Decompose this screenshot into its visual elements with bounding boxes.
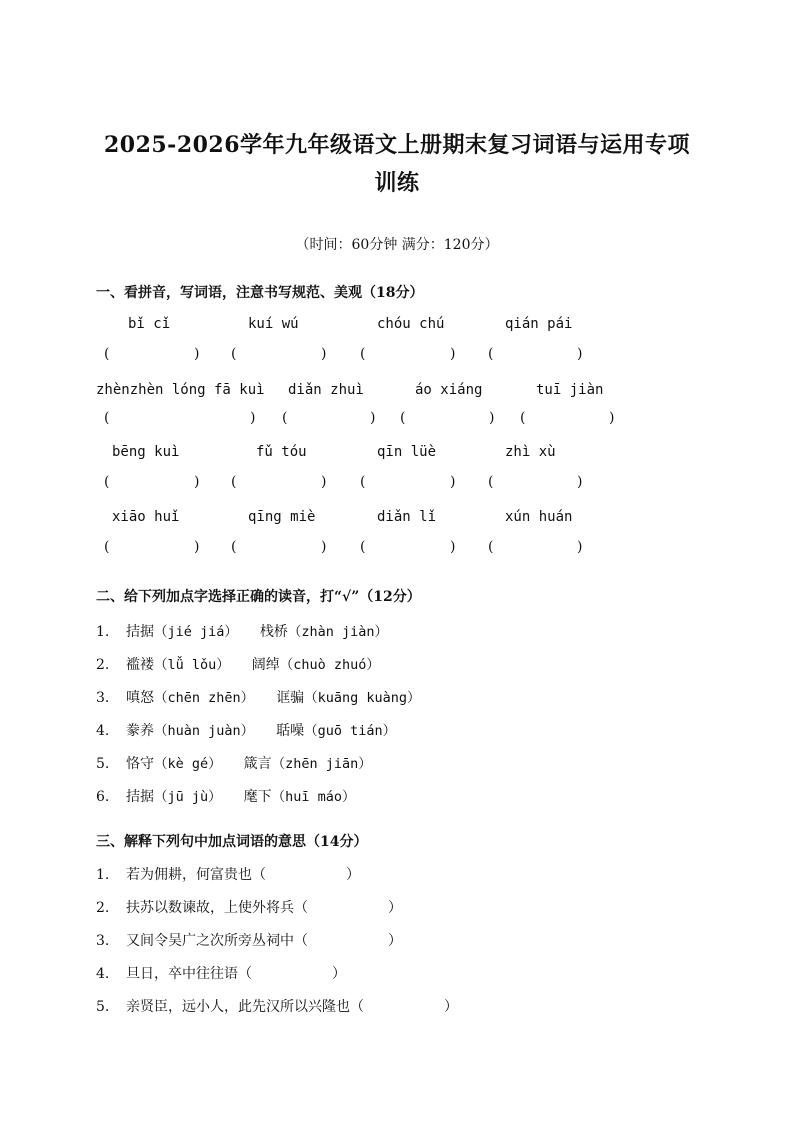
answer-blank-close: ) (489, 410, 495, 426)
list-item (96, 864, 360, 884)
pinyin-item: tuī jiàn (536, 382, 604, 398)
answer-blank-open: ( (231, 539, 237, 555)
pinyin-item: qīn lüè (377, 444, 437, 460)
section-1-title: 一、看拼音，写词语，注意书写规范、美观（18分） (96, 285, 424, 301)
answer-blank-close: ) (321, 474, 327, 490)
list-item (96, 963, 346, 983)
answer-blank-close: ) (609, 410, 615, 426)
item-number: 6. (96, 789, 110, 805)
answer-blank-close: ) (321, 539, 327, 555)
answer-blank-open: ( (231, 474, 237, 490)
answer-blank-close: ) (577, 474, 583, 490)
answer-blank-close: ) (194, 539, 200, 555)
list-item (96, 752, 372, 773)
exam-info: （时间：60分钟 满分：120分） (295, 237, 499, 253)
pinyin-options: （kuāng kuàng） (304, 690, 421, 706)
answer-blank-open: ( (360, 474, 366, 490)
list-item (96, 686, 421, 707)
item-number: 5. (96, 756, 110, 772)
pinyin-options: （jié jiá） (154, 624, 238, 640)
blank-close: ） (388, 933, 402, 949)
word: 诓骗 (276, 690, 305, 706)
pinyin-item: qián pái (505, 316, 573, 332)
answer-blank-close: ) (250, 410, 256, 426)
answer-blank-open: ( (400, 410, 406, 426)
pinyin-item: diǎn zhuì (288, 382, 364, 398)
answer-blank-open: ( (104, 539, 110, 555)
word: 阔绰 (251, 657, 280, 673)
list-item (96, 719, 396, 740)
item-number: 4. (96, 723, 110, 739)
list-item (96, 930, 402, 950)
answer-blank-close: ) (450, 346, 456, 362)
pinyin-item: qīng miè (248, 509, 316, 525)
answer-blank-open: ( (104, 346, 110, 362)
answer-blank-open: ( (488, 474, 494, 490)
answer-blank-open: ( (360, 539, 366, 555)
answer-blank-close: ) (370, 410, 376, 426)
item-number: 2. (96, 900, 110, 916)
title-line-1: 2025-2026学年九年级语文上册期末复习词语与运用专项 (103, 132, 691, 158)
word: 拮据 (126, 789, 154, 805)
pinyin-item: kuí wú (248, 316, 299, 332)
list-item (96, 785, 356, 806)
word: 栈桥 (259, 624, 288, 640)
answer-blank-close: ) (577, 539, 583, 555)
pinyin-options: （jū jù） (154, 789, 222, 805)
section-3-title: 三、解释下列句中加点词语的意思（14分） (96, 834, 368, 850)
pinyin-item: zhì xù (505, 444, 556, 460)
word: 嗔怒 (126, 690, 154, 706)
section-2-title: 二、给下列加点字选择正确的读音，打“√”（12分） (96, 589, 421, 605)
pinyin-item: áo xiáng (415, 382, 483, 398)
item-number: 1. (96, 624, 110, 640)
pinyin-options: （huī máo） (271, 789, 356, 805)
pinyin-item: chóu chú (377, 316, 445, 332)
pinyin-item: fǔ tóu (256, 444, 307, 460)
answer-blank-open: ( (104, 474, 110, 490)
answer-blank-close: ) (321, 346, 327, 362)
answer-blank-open: ( (520, 410, 526, 426)
word: 豢养 (126, 723, 154, 739)
answer-blank-close: ) (194, 474, 200, 490)
item-number: 1. (96, 867, 110, 883)
list-item (96, 653, 380, 674)
sentence: 若为佣耕，何富贵也（ (126, 867, 266, 883)
sentence: 又间令吴广之次所旁丛祠中（ (126, 933, 308, 949)
answer-blank-open: ( (488, 539, 494, 555)
list-item (96, 620, 388, 641)
item-number: 2. (96, 657, 110, 673)
list-item (96, 996, 458, 1016)
blank-close: ） (388, 900, 402, 916)
sentence: 亲贤臣，远小人，此先汉所以兴隆也（ (126, 999, 364, 1015)
pinyin-options: （chēn zhēn） (154, 690, 255, 706)
item-number: 3. (96, 933, 110, 949)
pinyin-options: （guō tián） (304, 723, 397, 739)
answer-blank-close: ) (450, 474, 456, 490)
word: 麾下 (243, 789, 272, 805)
answer-blank-open: ( (231, 346, 237, 362)
pinyin-options: （lǚ lǒu） (154, 657, 230, 673)
pinyin-options: （zhàn jiàn） (287, 624, 389, 640)
answer-blank-close: ) (577, 346, 583, 362)
pinyin-options: （huàn juàn） (154, 723, 255, 739)
blank-close: ） (346, 867, 360, 883)
answer-blank-close: ) (450, 539, 456, 555)
word: 拮据 (126, 624, 154, 640)
sentence: 旦日，卒中往往语（ (126, 966, 252, 982)
pinyin-item: bēng kuì (112, 444, 180, 460)
item-number: 4. (96, 966, 110, 982)
word: 箴言 (243, 756, 272, 772)
pinyin-item: zhènzhèn lóng fā kuì (96, 382, 265, 398)
pinyin-item: bǐ cǐ (128, 316, 171, 332)
pinyin-options: （chuò zhuó） (279, 657, 380, 673)
sentence: 扶苏以数谏故，上使外将兵（ (126, 900, 308, 916)
answer-blank-open: ( (488, 346, 494, 362)
blank-close: ） (444, 999, 458, 1015)
pinyin-item: xiāo huǐ (112, 509, 180, 525)
word: 聒噪 (276, 723, 305, 739)
list-item (96, 897, 402, 917)
pinyin-item: diǎn lǐ (377, 509, 437, 525)
blank-close: ） (332, 966, 346, 982)
answer-blank-close: ) (194, 346, 200, 362)
word: 恪守 (126, 756, 154, 772)
pinyin-item: xún huán (505, 509, 573, 525)
item-number: 5. (96, 999, 110, 1015)
word: 褴褛 (126, 657, 154, 673)
answer-blank-open: ( (282, 410, 288, 426)
pinyin-options: （kè gé） (154, 756, 222, 772)
pinyin-options: （zhēn jiān） (271, 756, 372, 772)
item-number: 3. (96, 690, 110, 706)
page-title (90, 126, 704, 202)
answer-blank-open: ( (360, 346, 366, 362)
title-line-2: 训练 (374, 170, 420, 196)
answer-blank-open: ( (104, 410, 110, 426)
